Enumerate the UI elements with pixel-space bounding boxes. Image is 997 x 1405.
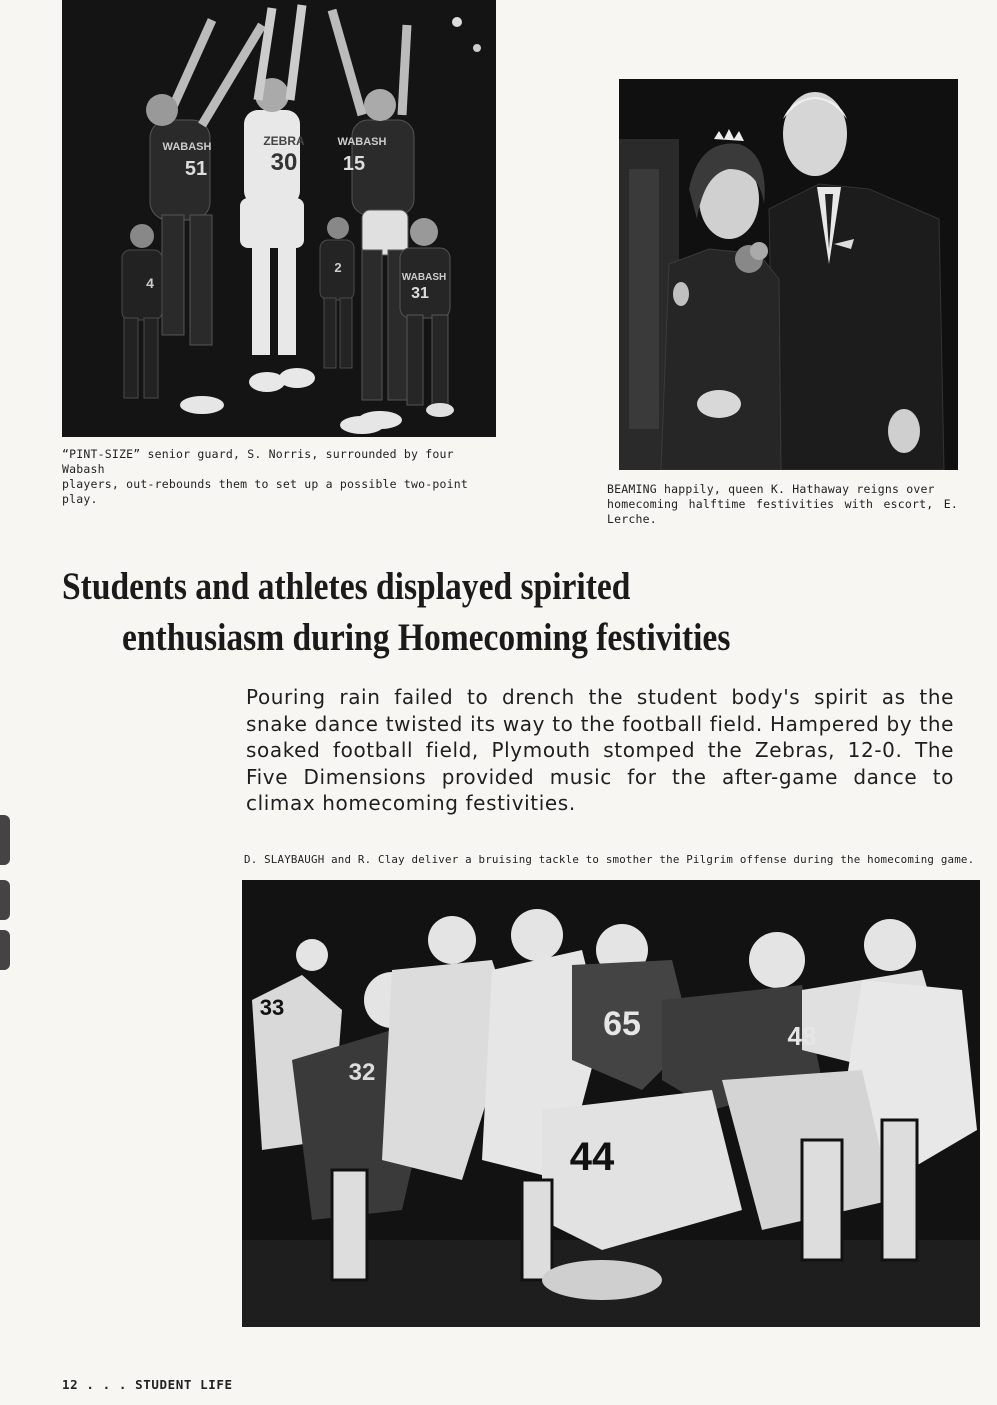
basketball-photo [62, 0, 496, 437]
jersey-number: 65 [603, 1005, 641, 1043]
homecoming-queen-photo [619, 79, 958, 470]
jersey-number: 2 [334, 260, 342, 275]
jersey-text: WABASH [337, 136, 387, 148]
jersey-text: WABASH [401, 272, 447, 283]
football-photo [242, 880, 980, 1327]
jersey-number: 30 [270, 149, 298, 176]
jersey-number: 44 [569, 1135, 615, 1179]
article-body: Pouring rain failed to drench the student body's spirit as the snake dance twisted its way to the football field. Hampered by the soaked football field, Plymouth stomped the Zebras, 12-0. The Five Dimensions provided music for the after-game dance to climax homecoming festivities. [246, 685, 954, 815]
caption-line: homecoming halftime festivities with escort, E. Lerche. [607, 497, 958, 526]
jersey-text: WABASH [162, 141, 212, 153]
jersey-number: 15 [342, 153, 366, 175]
jersey-text: ZEBRA [263, 134, 305, 148]
page-edge-mark [0, 930, 10, 970]
jersey-number: 31 [411, 285, 429, 302]
page-edge-mark [0, 815, 10, 865]
page-edge-mark [0, 880, 10, 920]
page-footer: 12 . . . STUDENT LIFE [62, 1377, 233, 1392]
football-caption: D. SLAYBAUGH and R. Clay deliver a bruising tackle to smother the Pilgrim offense during the homecoming game. [244, 853, 975, 866]
jersey-number: 51 [184, 158, 208, 180]
jersey-number: 32 [348, 1059, 376, 1086]
headline-line-1: Students and athletes displayed spirited [62, 565, 631, 608]
jersey-number: 4 [146, 275, 154, 291]
homecoming-caption [607, 482, 958, 527]
caption-line: players, out-rebounds them to set up a possible two-point play. [62, 477, 469, 506]
basketball-caption [62, 447, 496, 507]
jersey-number: 33 [259, 995, 285, 1020]
jersey-number: 48 [787, 1021, 817, 1051]
headline-line-2: enthusiasm during Homecoming festivities [122, 616, 731, 659]
caption-line: BEAMING happily, queen K. Hathaway reigns over [607, 482, 935, 496]
caption-line: “PINT-SIZE” senior guard, S. Norris, surrounded by four Wabash [62, 447, 454, 476]
